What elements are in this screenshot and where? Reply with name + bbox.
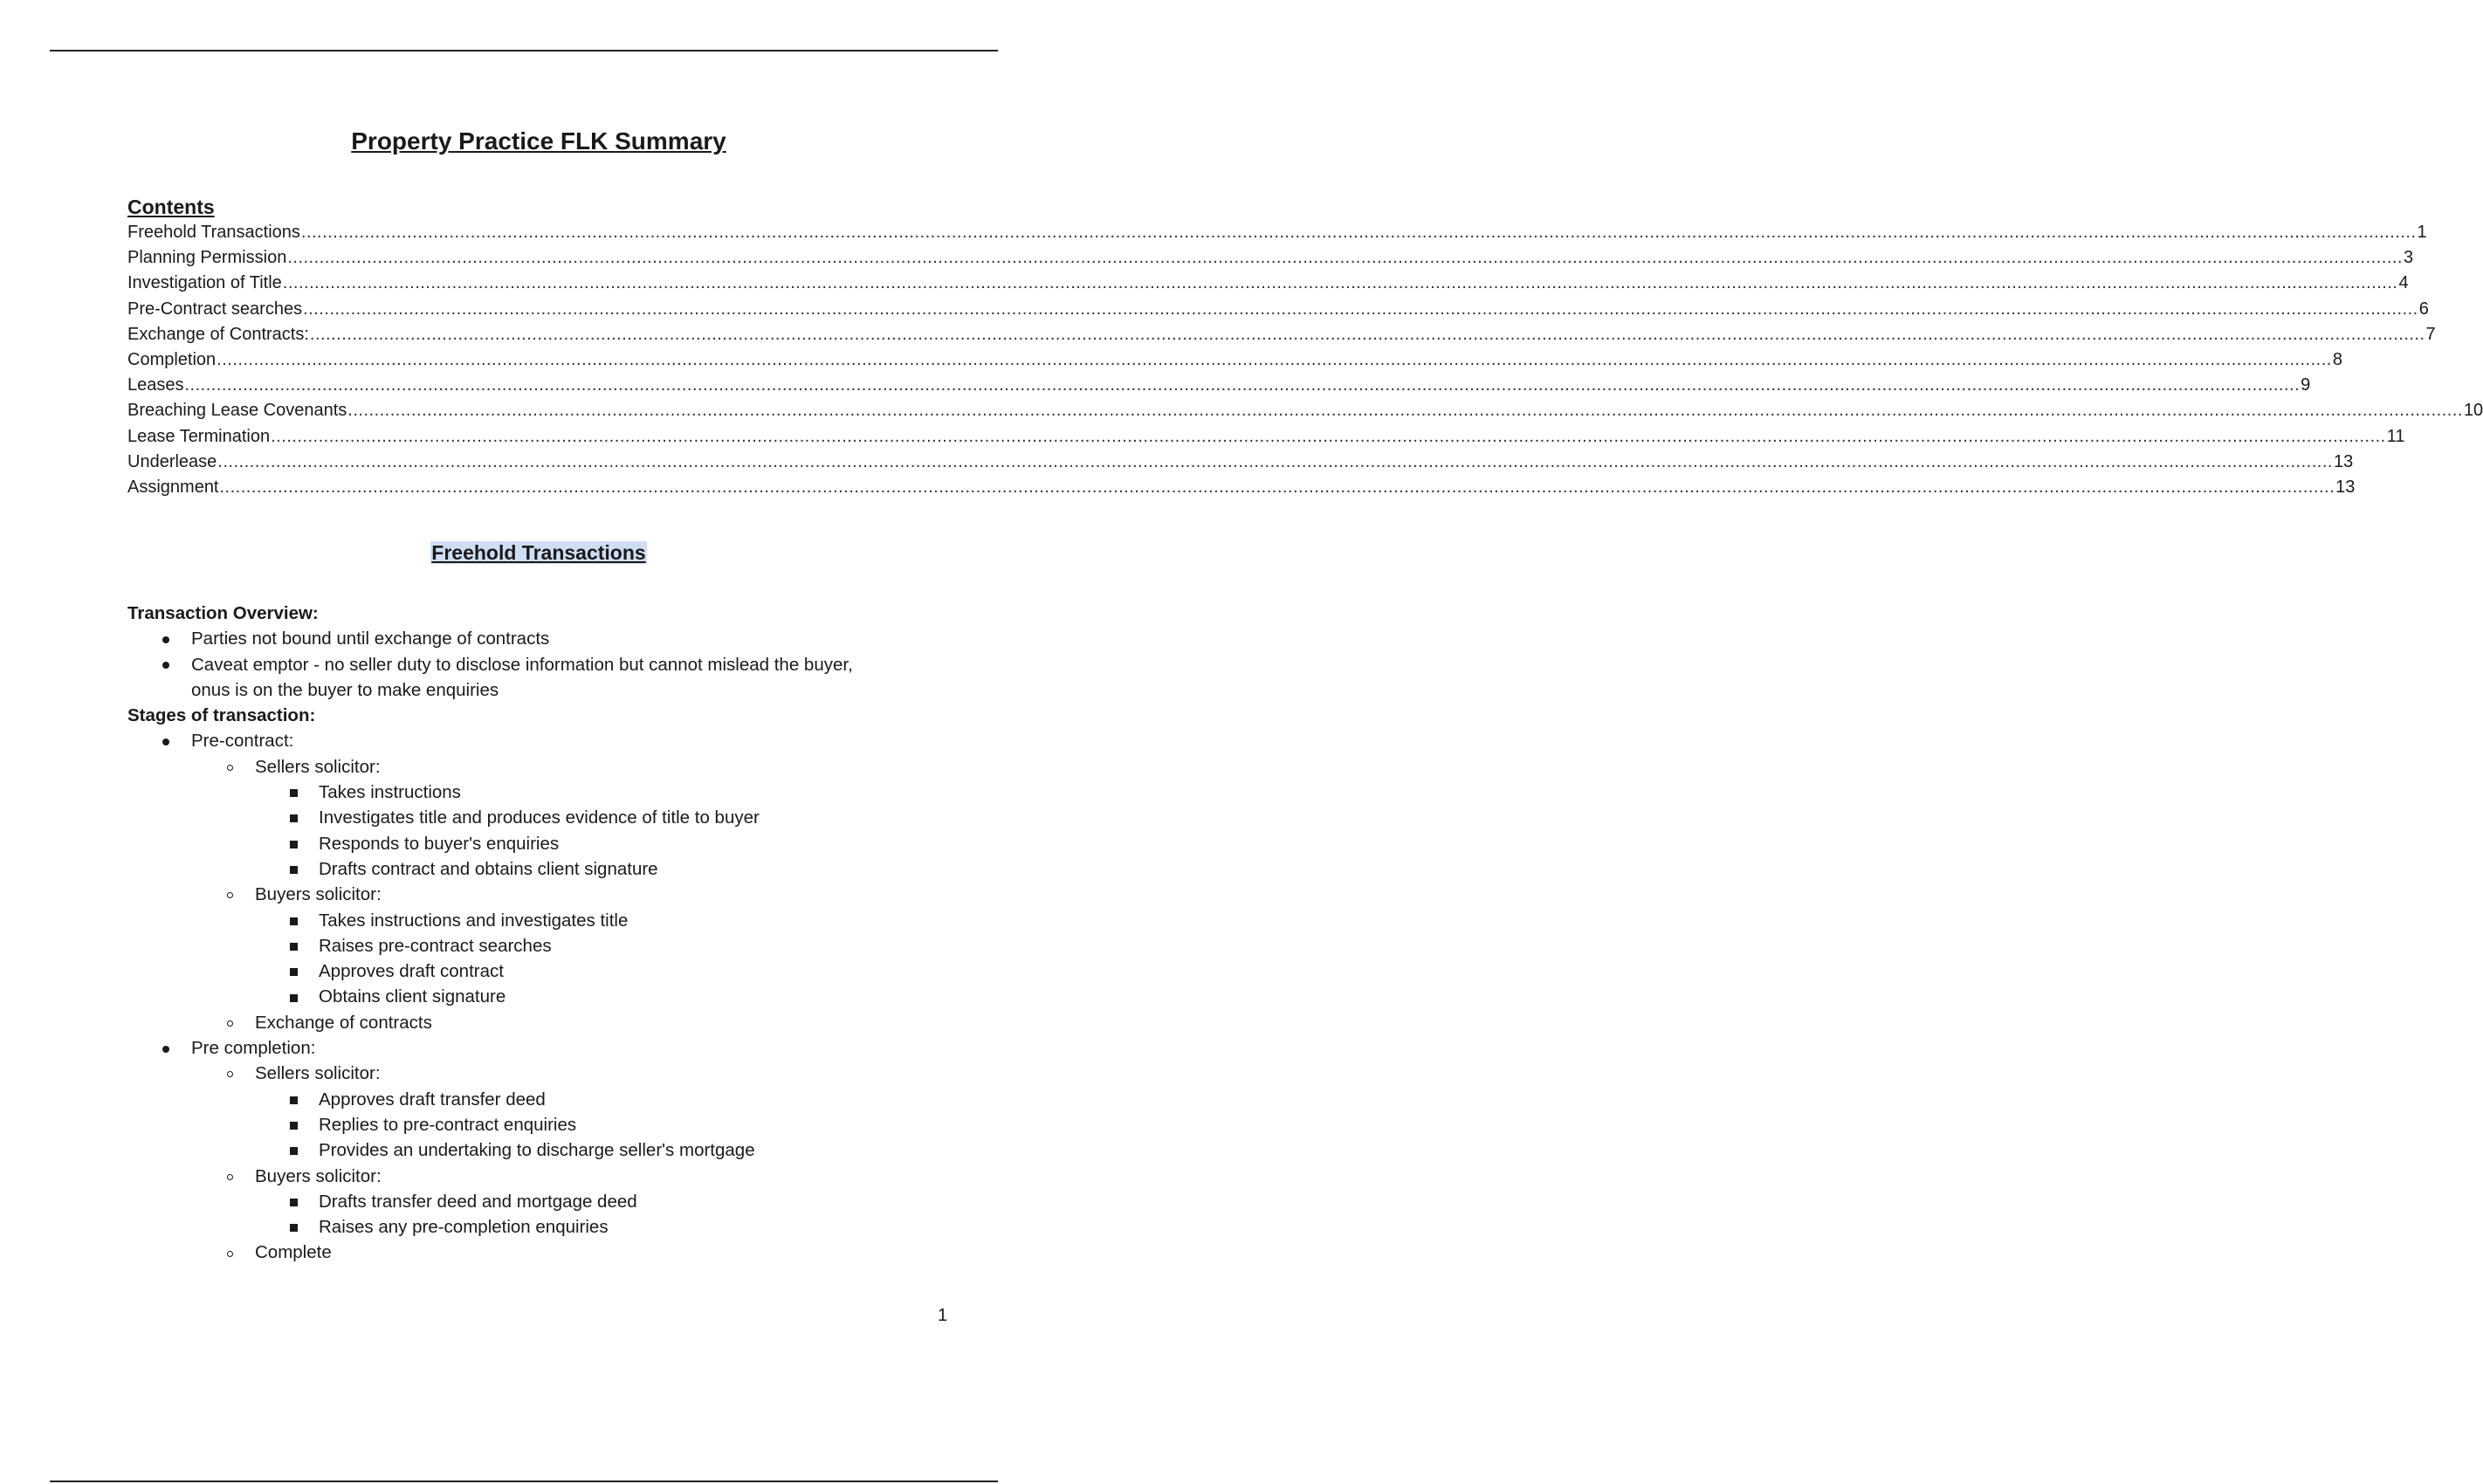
toc-leader-dots: ................................................................................................................................................................................................................................................................................................................................................................................................................ [184, 375, 2301, 395]
toc-entry-label: Exchange of Contracts: [127, 324, 309, 344]
toc-leader-dots: ................................................................................................................................................................................................................................................................................................................................................................................................................ [300, 223, 2417, 242]
toc-entry-page: 4 [2398, 273, 2409, 293]
list-item [127, 908, 950, 933]
list-item-text: Buyers solicitor: [255, 884, 382, 905]
toc-entry-page: 1 [2417, 223, 2427, 242]
section-body [127, 601, 950, 1266]
list-item-text: Sellers solicitor: [255, 1063, 381, 1084]
square-bullet-icon [285, 1112, 302, 1137]
list-item [127, 1189, 950, 1214]
toc-entry-label: Planning Permission [127, 248, 287, 268]
toc-leader-dots: ................................................................................................................................................................................................................................................................................................................................................................................................................ [287, 248, 2403, 268]
toc-entry-page: 11 [2386, 426, 2405, 446]
toc-leader-dots: ................................................................................................................................................................................................................................................................................................................................................................................................................ [217, 451, 2333, 471]
square-bullet-icon [285, 933, 302, 958]
section-heading-highlight: Freehold Transactions [431, 541, 646, 564]
list-item [127, 1214, 950, 1240]
list-item [127, 1112, 950, 1137]
toc-entry-breaching-lease-covenants[interactable] [127, 401, 2483, 426]
list-item [127, 984, 950, 1009]
stages-heading: Stages of transaction: [127, 705, 316, 726]
list-item [127, 831, 950, 856]
list-item-text: Buyers solicitor: [255, 1165, 382, 1186]
list-item [127, 958, 950, 984]
hollow-bullet-icon [221, 882, 238, 907]
toc-entry-page: 8 [2332, 349, 2342, 369]
list-item-text: Approves draft transfer deed [319, 1089, 546, 1110]
square-bullet-icon [285, 780, 302, 805]
list-item [127, 626, 950, 651]
list-item-text: Replies to pre-contract enquiries [319, 1114, 577, 1135]
toc-entry-assignment[interactable] [127, 477, 2356, 503]
square-bullet-icon [285, 1087, 302, 1112]
toc-entry-label: Underlease [127, 451, 217, 471]
toc-leader-dots: ................................................................................................................................................................................................................................................................................................................................................................................................................ [282, 273, 2398, 293]
square-bullet-icon [285, 1189, 302, 1214]
list-item [127, 805, 950, 830]
list-item-text: Takes instructions [319, 782, 461, 803]
hollow-bullet-icon [221, 1010, 238, 1035]
hollow-bullet-icon [221, 754, 238, 780]
toc-leader-dots: ................................................................................................................................................................................................................................................................................................................................................................................................................ [303, 299, 2418, 319]
contents-heading: Contents [127, 196, 215, 218]
toc-entry-freehold-transactions[interactable] [127, 223, 2427, 248]
square-bullet-icon [285, 831, 302, 856]
list-item [127, 780, 950, 805]
list-item-text: Investigates title and produces evidence of title to buyer [319, 807, 760, 828]
list-item-text: Parties not bound until exchange of contracts [191, 629, 550, 649]
toc-entry-completion[interactable] [127, 349, 2342, 375]
list-item-continuation [127, 677, 950, 703]
list-item [127, 856, 950, 882]
list-item [127, 1164, 950, 1189]
list-item-text: Raises any pre-completion enquiries [319, 1217, 609, 1238]
toc-entry-planning-permission[interactable] [127, 248, 2414, 273]
square-bullet-icon [285, 908, 302, 933]
list-item-text: Drafts transfer deed and mortgage deed [319, 1191, 637, 1212]
toc-entry-page: 7 [2425, 324, 2436, 344]
list-item-text: Raises pre-contract searches [319, 935, 552, 956]
toc-entry-label: Assignment [127, 477, 219, 497]
toc-entry-page: 13 [2333, 451, 2354, 471]
top-border-line [50, 50, 998, 52]
toc-entry-investigation-of-title[interactable] [127, 273, 2409, 299]
toc-leader-dots: ................................................................................................................................................................................................................................................................................................................................................................................................................ [271, 426, 2386, 446]
list-item [127, 1137, 950, 1163]
list-item-text: Caveat emptor - no seller duty to disclose information but cannot mislead the buyer, [191, 654, 853, 675]
toc-entry-page: 13 [2335, 477, 2356, 497]
toc-entry-label: Freehold Transactions [127, 223, 300, 242]
toc-entry-lease-termination[interactable] [127, 426, 2405, 452]
toc-leader-dots: ................................................................................................................................................................................................................................................................................................................................................................................................................ [219, 477, 2335, 497]
list-item-text: Sellers solicitor: [255, 756, 381, 777]
stages-heading-line [127, 703, 950, 728]
toc-entry-label: Completion [127, 349, 217, 369]
toc-entry-page: 9 [2301, 375, 2311, 395]
filled-bullet-icon [157, 652, 175, 677]
square-bullet-icon [285, 1137, 302, 1163]
list-item-text: Pre-contract: [191, 731, 294, 752]
square-bullet-icon [285, 958, 302, 984]
list-item [127, 1240, 950, 1265]
list-item-text: Approves draft contract [319, 961, 504, 982]
square-bullet-icon [285, 984, 302, 1009]
list-item-text: Pre completion: [191, 1038, 316, 1059]
toc-entry-label: Pre-Contract searches [127, 299, 303, 319]
document-title: Property Practice FLK Summary [351, 127, 726, 155]
toc-entry-page: 6 [2418, 299, 2429, 319]
section-heading-freehold-transactions [127, 541, 950, 565]
list-item-text: Provides an undertaking to discharge seller's mortgage [319, 1140, 755, 1161]
toc-entry-page: 3 [2403, 248, 2414, 268]
list-item [127, 1061, 950, 1086]
list-item-text: Drafts contract and obtains client signature [319, 858, 658, 879]
toc-entry-underlease[interactable] [127, 451, 2354, 477]
filled-bullet-icon [157, 626, 175, 651]
square-bullet-icon [285, 1214, 302, 1240]
toc-entry-label: Lease Termination [127, 426, 271, 446]
bottom-border-line [50, 1481, 998, 1482]
table-of-contents [127, 223, 2483, 503]
toc-entry-pre-contract-searches[interactable] [127, 299, 2429, 325]
hollow-bullet-icon [221, 1240, 238, 1265]
page-number: 1 [938, 1306, 948, 1325]
overview-heading-line [127, 601, 950, 626]
toc-leader-dots: ................................................................................................................................................................................................................................................................................................................................................................................................................ [347, 401, 2463, 421]
list-item-text: Responds to buyer's enquiries [319, 833, 560, 854]
overview-heading: Transaction Overview: [127, 603, 319, 623]
square-bullet-icon [285, 856, 302, 882]
square-bullet-icon [285, 805, 302, 830]
toc-entry-page: 10 [2463, 401, 2483, 421]
list-item-text: Complete [255, 1242, 332, 1263]
list-item-text: Takes instructions and investigates title [319, 910, 629, 931]
toc-entry-label: Breaching Lease Covenants [127, 401, 347, 421]
list-item-text: Exchange of contracts [255, 1012, 432, 1033]
list-item-text: Obtains client signature [319, 986, 506, 1007]
hollow-bullet-icon [221, 1164, 238, 1189]
list-item [127, 882, 950, 907]
toc-leader-dots: ................................................................................................................................................................................................................................................................................................................................................................................................................ [309, 324, 2425, 344]
hollow-bullet-icon [221, 1061, 238, 1086]
list-item [127, 1010, 950, 1035]
filled-bullet-icon [157, 1035, 175, 1061]
toc-entry-label: Leases [127, 375, 184, 395]
filled-bullet-icon [157, 728, 175, 753]
list-item [127, 1035, 950, 1061]
list-item [127, 754, 950, 780]
list-item [127, 652, 950, 677]
list-item [127, 1087, 950, 1112]
toc-entry-label: Investigation of Title [127, 273, 282, 293]
list-item [127, 933, 950, 958]
toc-entry-leases[interactable] [127, 375, 2311, 401]
toc-entry-exchange-of-contracts[interactable] [127, 324, 2436, 350]
toc-leader-dots: ................................................................................................................................................................................................................................................................................................................................................................................................................ [217, 349, 2332, 369]
list-item [127, 728, 950, 753]
list-item-text: onus is on the buyer to make enquiries [191, 679, 499, 700]
